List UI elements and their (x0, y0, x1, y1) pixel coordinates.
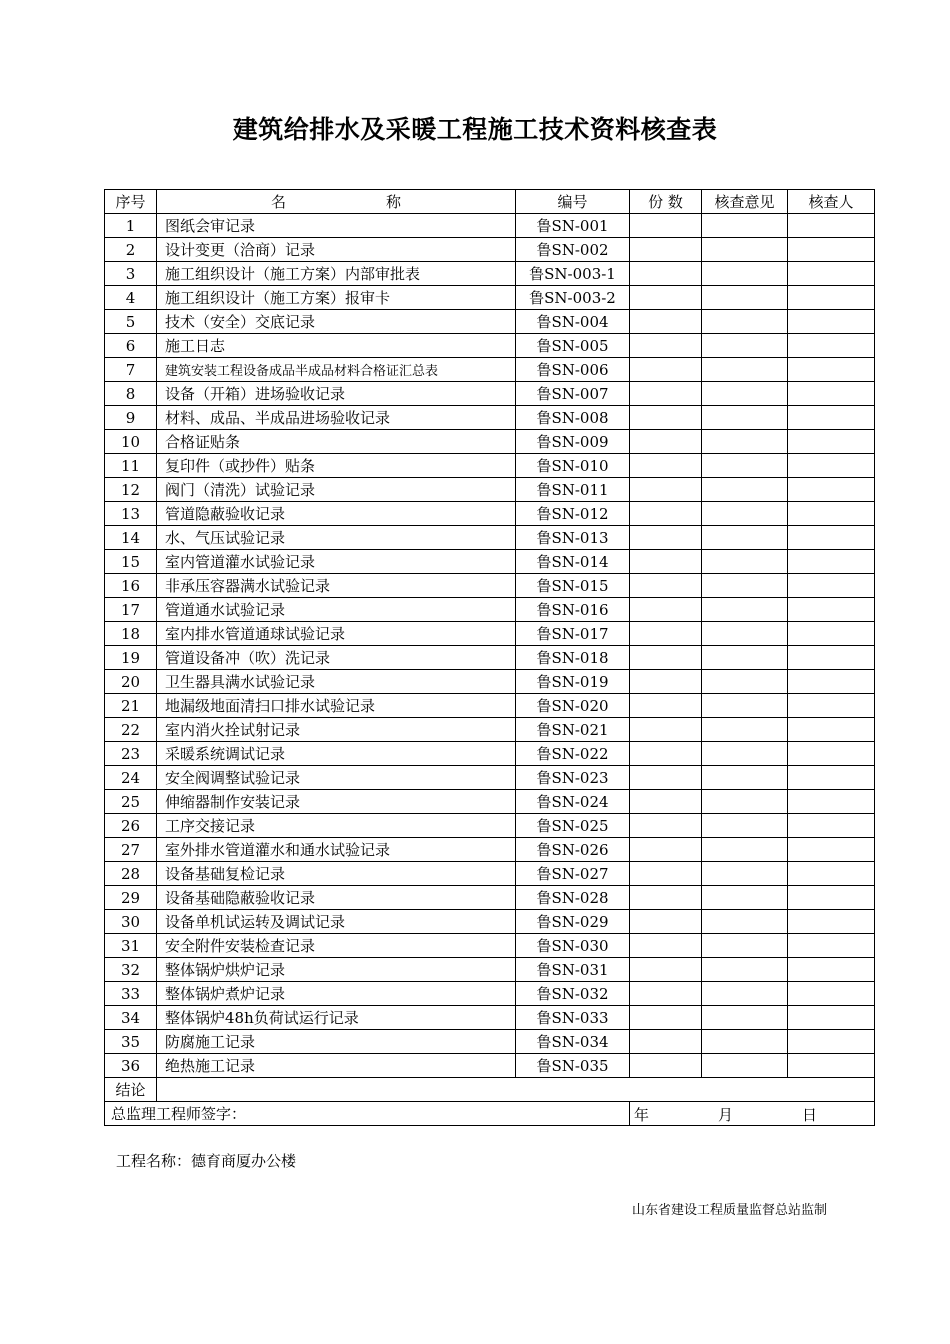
header-code: 编号 (516, 190, 630, 214)
table-row (105, 766, 875, 790)
row-code: 鲁SN-025 (516, 814, 630, 838)
row-code: 鲁SN-024 (516, 790, 630, 814)
row-checker[interactable] (788, 526, 875, 550)
row-name: 合格证贴条 (157, 430, 516, 454)
table-row (105, 862, 875, 886)
row-code: 鲁SN-001 (516, 214, 630, 238)
row-copies[interactable] (630, 862, 702, 886)
row-number: 29 (105, 886, 157, 910)
table-row (105, 742, 875, 766)
row-code: 鲁SN-035 (516, 1054, 630, 1078)
row-copies[interactable] (630, 406, 702, 430)
row-number: 35 (105, 1030, 157, 1054)
table-row (105, 910, 875, 934)
conclusion-label: 结论 (105, 1078, 157, 1102)
row-opinion[interactable] (702, 646, 788, 670)
row-code: 鲁SN-012 (516, 502, 630, 526)
conclusion-field[interactable] (157, 1078, 875, 1102)
row-code: 鲁SN-003-2 (516, 286, 630, 310)
row-code: 鲁SN-011 (516, 478, 630, 502)
row-copies[interactable] (630, 910, 702, 934)
row-checker[interactable] (788, 382, 875, 406)
row-code: 鲁SN-009 (516, 430, 630, 454)
row-opinion[interactable] (702, 598, 788, 622)
row-code: 鲁SN-016 (516, 598, 630, 622)
row-copies[interactable] (630, 358, 702, 382)
row-checker[interactable] (788, 814, 875, 838)
row-number: 11 (105, 454, 157, 478)
row-copies[interactable] (630, 694, 702, 718)
row-checker[interactable] (788, 790, 875, 814)
row-copies[interactable] (630, 1006, 702, 1030)
row-name: 材料、成品、半成品进场验收记录 (157, 406, 516, 430)
project-name: 工程名称：德育商厦办公楼 (116, 1152, 297, 1170)
row-name: 非承压容器满水试验记录 (157, 574, 516, 598)
row-opinion[interactable] (702, 238, 788, 262)
row-name: 图纸会审记录 (157, 214, 516, 238)
row-name: 安全阀调整试验记录 (157, 766, 516, 790)
row-opinion[interactable] (702, 1054, 788, 1078)
row-checker[interactable] (788, 838, 875, 862)
row-code: 鲁SN-020 (516, 694, 630, 718)
row-opinion[interactable] (702, 334, 788, 358)
row-checker[interactable] (788, 1006, 875, 1030)
table-row (105, 406, 875, 430)
row-copies[interactable] (630, 526, 702, 550)
row-copies[interactable] (630, 982, 702, 1006)
row-copies[interactable] (630, 238, 702, 262)
row-checker[interactable] (788, 766, 875, 790)
checklist-table (104, 189, 875, 1126)
table-row (105, 1006, 875, 1030)
row-opinion[interactable] (702, 382, 788, 406)
table-row (105, 1054, 875, 1078)
table-row (105, 574, 875, 598)
header-name-char-1: 名 (270, 193, 286, 211)
row-number: 15 (105, 550, 157, 574)
header-opinion: 核查意见 (702, 190, 788, 214)
table-row (105, 622, 875, 646)
row-code: 鲁SN-031 (516, 958, 630, 982)
table-row (105, 790, 875, 814)
row-code: 鲁SN-002 (516, 238, 630, 262)
row-checker[interactable] (788, 430, 875, 454)
row-number: 12 (105, 478, 157, 502)
row-opinion[interactable] (702, 766, 788, 790)
row-checker[interactable] (788, 886, 875, 910)
header-name (157, 190, 516, 214)
row-checker[interactable] (788, 334, 875, 358)
row-number: 3 (105, 262, 157, 286)
row-number: 36 (105, 1054, 157, 1078)
row-name: 采暖系统调试记录 (157, 742, 516, 766)
row-code: 鲁SN-014 (516, 550, 630, 574)
row-number: 24 (105, 766, 157, 790)
row-opinion[interactable] (702, 550, 788, 574)
row-copies[interactable] (630, 622, 702, 646)
row-opinion[interactable] (702, 982, 788, 1006)
row-opinion[interactable] (702, 862, 788, 886)
row-opinion[interactable] (702, 502, 788, 526)
row-name: 设备单机试运转及调试记录 (157, 910, 516, 934)
table-row (105, 502, 875, 526)
row-opinion[interactable] (702, 1030, 788, 1054)
row-code: 鲁SN-018 (516, 646, 630, 670)
row-code: 鲁SN-017 (516, 622, 630, 646)
row-checker[interactable] (788, 670, 875, 694)
table-row (105, 718, 875, 742)
row-number: 25 (105, 790, 157, 814)
row-checker[interactable] (788, 478, 875, 502)
row-opinion[interactable] (702, 814, 788, 838)
row-checker[interactable] (788, 694, 875, 718)
table-row (105, 454, 875, 478)
row-copies[interactable] (630, 574, 702, 598)
row-name: 防腐施工记录 (157, 1030, 516, 1054)
row-code: 鲁SN-030 (516, 934, 630, 958)
row-number: 17 (105, 598, 157, 622)
row-opinion[interactable] (702, 286, 788, 310)
row-copies[interactable] (630, 766, 702, 790)
table-row (105, 526, 875, 550)
table-row (105, 430, 875, 454)
row-code: 鲁SN-026 (516, 838, 630, 862)
row-name: 整体锅炉48h负荷试运行记录 (157, 1006, 516, 1030)
row-opinion[interactable] (702, 1006, 788, 1030)
row-name: 室内管道灌水试验记录 (157, 550, 516, 574)
row-copies[interactable] (630, 286, 702, 310)
row-code: 鲁SN-033 (516, 1006, 630, 1030)
table-row (105, 214, 875, 238)
row-copies[interactable] (630, 214, 702, 238)
row-copies[interactable] (630, 598, 702, 622)
conclusion-row (105, 1078, 875, 1102)
row-number: 28 (105, 862, 157, 886)
row-name: 阀门（清洗）试验记录 (157, 478, 516, 502)
row-copies[interactable] (630, 886, 702, 910)
row-opinion[interactable] (702, 670, 788, 694)
row-name: 施工日志 (157, 334, 516, 358)
row-code: 鲁SN-021 (516, 718, 630, 742)
signature-label: 总监理工程师签字： (105, 1102, 630, 1126)
row-code: 鲁SN-013 (516, 526, 630, 550)
row-opinion[interactable] (702, 934, 788, 958)
row-copies[interactable] (630, 934, 702, 958)
row-checker[interactable] (788, 1030, 875, 1054)
row-opinion[interactable] (702, 574, 788, 598)
table-row (105, 838, 875, 862)
row-opinion[interactable] (702, 262, 788, 286)
row-code: 鲁SN-029 (516, 910, 630, 934)
row-copies[interactable] (630, 1030, 702, 1054)
row-checker[interactable] (788, 646, 875, 670)
table-row (105, 382, 875, 406)
row-code: 鲁SN-015 (516, 574, 630, 598)
row-checker[interactable] (788, 622, 875, 646)
row-checker[interactable] (788, 214, 875, 238)
row-opinion[interactable] (702, 310, 788, 334)
row-checker[interactable] (788, 358, 875, 382)
row-code: 鲁SN-006 (516, 358, 630, 382)
row-code: 鲁SN-007 (516, 382, 630, 406)
row-copies[interactable] (630, 502, 702, 526)
table-row (105, 670, 875, 694)
row-number: 9 (105, 406, 157, 430)
signature-date[interactable] (630, 1102, 875, 1126)
row-name: 卫生器具满水试验记录 (157, 670, 516, 694)
table-header-row (105, 190, 875, 214)
signature-row (105, 1102, 875, 1126)
row-opinion[interactable] (702, 886, 788, 910)
row-checker[interactable] (788, 1054, 875, 1078)
row-code: 鲁SN-022 (516, 742, 630, 766)
row-name: 水、气压试验记录 (157, 526, 516, 550)
row-number: 13 (105, 502, 157, 526)
row-number: 22 (105, 718, 157, 742)
row-code: 鲁SN-005 (516, 334, 630, 358)
row-copies[interactable] (630, 550, 702, 574)
row-number: 33 (105, 982, 157, 1006)
row-name: 工序交接记录 (157, 814, 516, 838)
row-name: 施工组织设计（施工方案）内部审批表 (157, 262, 516, 286)
row-number: 16 (105, 574, 157, 598)
row-copies[interactable] (630, 790, 702, 814)
table-row (105, 646, 875, 670)
row-number: 4 (105, 286, 157, 310)
row-copies[interactable] (630, 478, 702, 502)
table-row (105, 286, 875, 310)
row-copies[interactable] (630, 646, 702, 670)
row-code: 鲁SN-004 (516, 310, 630, 334)
row-copies[interactable] (630, 670, 702, 694)
row-opinion[interactable] (702, 214, 788, 238)
row-code: 鲁SN-019 (516, 670, 630, 694)
row-opinion[interactable] (702, 478, 788, 502)
row-opinion[interactable] (702, 622, 788, 646)
row-opinion[interactable] (702, 694, 788, 718)
row-name: 管道通水试验记录 (157, 598, 516, 622)
row-number: 32 (105, 958, 157, 982)
row-number: 26 (105, 814, 157, 838)
row-code: 鲁SN-010 (516, 454, 630, 478)
row-name: 施工组织设计（施工方案）报审卡 (157, 286, 516, 310)
row-name: 复印件（或抄件）贴条 (157, 454, 516, 478)
row-number: 5 (105, 310, 157, 334)
row-checker[interactable] (788, 862, 875, 886)
row-checker[interactable] (788, 262, 875, 286)
date-year: 年 (634, 1106, 650, 1124)
row-code: 鲁SN-008 (516, 406, 630, 430)
row-name: 管道设备冲（吹）洗记录 (157, 646, 516, 670)
row-name: 设备基础隐蔽验收记录 (157, 886, 516, 910)
row-number: 18 (105, 622, 157, 646)
row-copies[interactable] (630, 382, 702, 406)
row-opinion[interactable] (702, 454, 788, 478)
row-number: 30 (105, 910, 157, 934)
row-number: 27 (105, 838, 157, 862)
row-copies[interactable] (630, 310, 702, 334)
row-copies[interactable] (630, 958, 702, 982)
row-number: 20 (105, 670, 157, 694)
row-opinion[interactable] (702, 910, 788, 934)
row-opinion[interactable] (702, 406, 788, 430)
row-name: 设备（开箱）进场验收记录 (157, 382, 516, 406)
row-copies[interactable] (630, 838, 702, 862)
row-opinion[interactable] (702, 718, 788, 742)
table-row (105, 262, 875, 286)
row-copies[interactable] (630, 262, 702, 286)
row-name: 建筑安装工程设备成品半成品材料合格证汇总表 (157, 358, 516, 382)
table-row (105, 694, 875, 718)
row-checker[interactable] (788, 550, 875, 574)
row-opinion[interactable] (702, 838, 788, 862)
document-title: 建筑给排水及采暖工程施工技术资料核查表 (232, 115, 718, 144)
issuer-note: 山东省建设工程质量监督总站监制 (632, 1203, 828, 1218)
row-opinion[interactable] (702, 790, 788, 814)
table-row (105, 310, 875, 334)
row-opinion[interactable] (702, 358, 788, 382)
header-copies: 份 数 (630, 190, 702, 214)
row-checker[interactable] (788, 238, 875, 262)
row-checker[interactable] (788, 502, 875, 526)
row-checker[interactable] (788, 286, 875, 310)
row-opinion[interactable] (702, 958, 788, 982)
row-number: 2 (105, 238, 157, 262)
table-row (105, 958, 875, 982)
table-row (105, 358, 875, 382)
row-name: 室内消火拴试射记录 (157, 718, 516, 742)
row-copies[interactable] (630, 454, 702, 478)
row-checker[interactable] (788, 718, 875, 742)
header-checker: 核查人 (788, 190, 875, 214)
row-name: 室外排水管道灌水和通水试验记录 (157, 838, 516, 862)
row-code: 鲁SN-023 (516, 766, 630, 790)
row-opinion[interactable] (702, 526, 788, 550)
table-row (105, 1030, 875, 1054)
table-row (105, 478, 875, 502)
row-number: 14 (105, 526, 157, 550)
row-number: 1 (105, 214, 157, 238)
row-number: 31 (105, 934, 157, 958)
table-row (105, 934, 875, 958)
row-checker[interactable] (788, 574, 875, 598)
row-copies[interactable] (630, 814, 702, 838)
row-name: 伸缩器制作安装记录 (157, 790, 516, 814)
row-copies[interactable] (630, 430, 702, 454)
row-copies[interactable] (630, 334, 702, 358)
table-row (105, 550, 875, 574)
row-checker[interactable] (788, 742, 875, 766)
row-name: 设计变更（洽商）记录 (157, 238, 516, 262)
row-name: 地漏级地面清扫口排水试验记录 (157, 694, 516, 718)
table-row (105, 334, 875, 358)
row-opinion[interactable] (702, 742, 788, 766)
table-row (105, 982, 875, 1006)
row-name: 安全附件安装检查记录 (157, 934, 516, 958)
row-name: 绝热施工记录 (157, 1054, 516, 1078)
row-copies[interactable] (630, 718, 702, 742)
row-number: 10 (105, 430, 157, 454)
row-number: 7 (105, 358, 157, 382)
header-no: 序号 (105, 190, 157, 214)
row-number: 21 (105, 694, 157, 718)
row-name: 整体锅炉烘炉记录 (157, 958, 516, 982)
row-checker[interactable] (788, 310, 875, 334)
row-number: 8 (105, 382, 157, 406)
date-day: 日 (802, 1106, 818, 1124)
table-row (105, 814, 875, 838)
row-code: 鲁SN-028 (516, 886, 630, 910)
table-row (105, 598, 875, 622)
row-copies[interactable] (630, 742, 702, 766)
row-code: 鲁SN-032 (516, 982, 630, 1006)
row-code: 鲁SN-003-1 (516, 262, 630, 286)
header-name-char-2: 称 (386, 193, 402, 211)
row-name: 室内排水管道通球试验记录 (157, 622, 516, 646)
row-name: 技术（安全）交底记录 (157, 310, 516, 334)
table-row (105, 886, 875, 910)
table-body (105, 214, 875, 1078)
row-checker[interactable] (788, 406, 875, 430)
row-opinion[interactable] (702, 430, 788, 454)
row-name: 整体锅炉煮炉记录 (157, 982, 516, 1006)
row-number: 6 (105, 334, 157, 358)
row-checker[interactable] (788, 598, 875, 622)
row-number: 23 (105, 742, 157, 766)
row-number: 34 (105, 1006, 157, 1030)
row-code: 鲁SN-034 (516, 1030, 630, 1054)
row-checker[interactable] (788, 958, 875, 982)
row-number: 19 (105, 646, 157, 670)
row-code: 鲁SN-027 (516, 862, 630, 886)
row-name: 管道隐蔽验收记录 (157, 502, 516, 526)
date-month: 月 (718, 1106, 734, 1124)
row-checker[interactable] (788, 910, 875, 934)
row-checker[interactable] (788, 934, 875, 958)
row-copies[interactable] (630, 1054, 702, 1078)
row-checker[interactable] (788, 982, 875, 1006)
row-name: 设备基础复检记录 (157, 862, 516, 886)
row-checker[interactable] (788, 454, 875, 478)
table-row (105, 238, 875, 262)
